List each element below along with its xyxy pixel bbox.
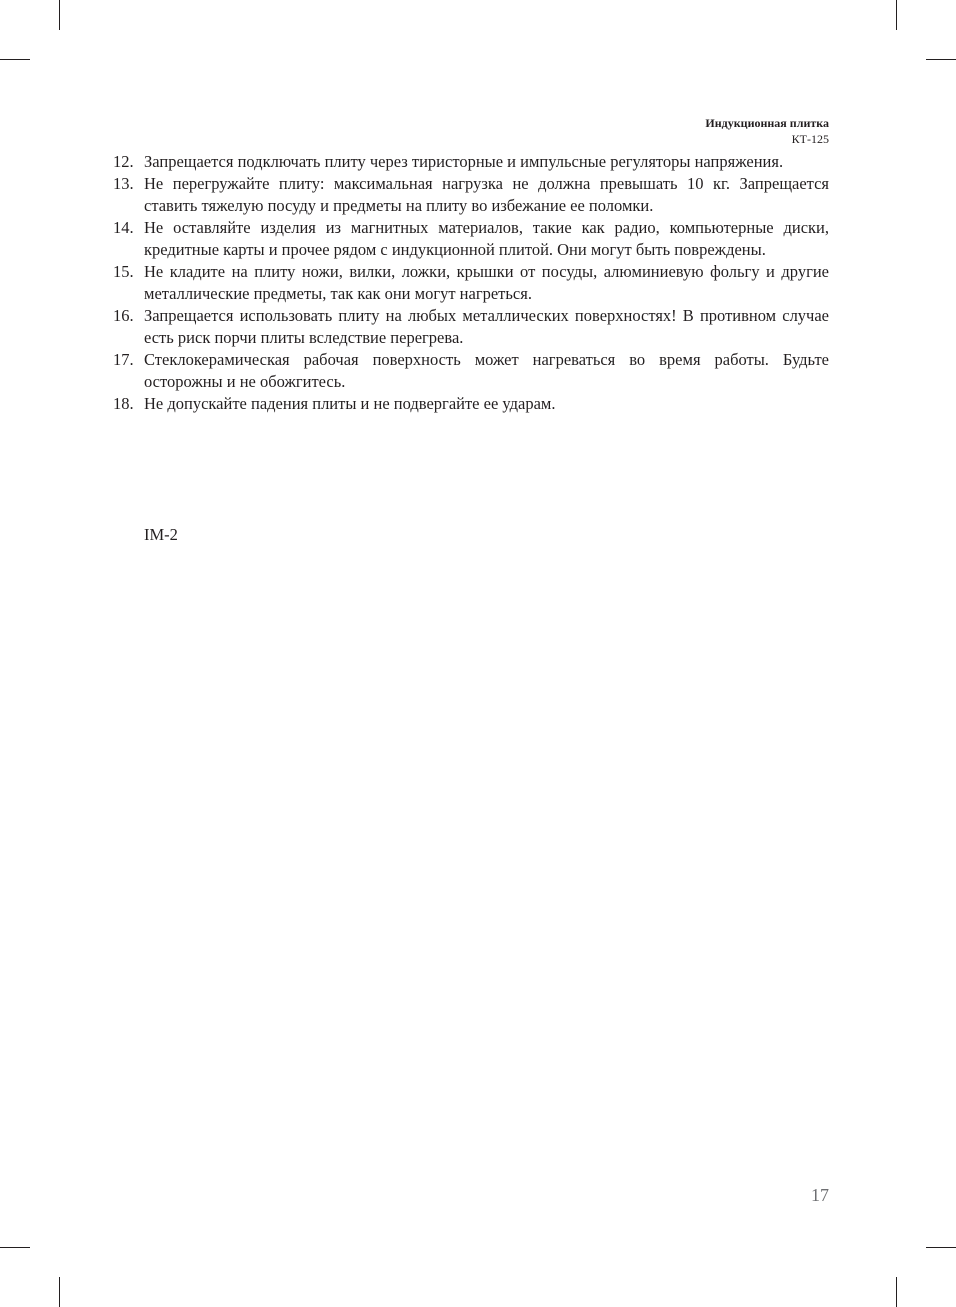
item-text: Не оставляйте изделия из магнитных материалов, такие как радио, компьютерные диски, кредитные карты и прочее рядом с индукционной плитой. Они могут быть повреждены. [144, 218, 829, 259]
header-model: КТ-125 [791, 132, 829, 146]
item-number: 16. [113, 306, 134, 325]
crop-mark-left-top [0, 59, 30, 60]
list-item [113, 217, 829, 261]
instructions-list [113, 151, 829, 415]
item-text: Не перегружайте плиту: максимальная нагрузка не должна превышать 10 кг. Запрещается ставить тяжелую посуду и предметы на плиту во избежание ее поломки. [144, 174, 829, 215]
list-item [113, 349, 829, 393]
item-number: 15. [113, 262, 134, 281]
item-text: Не кладите на плиту ножи, вилки, ложки, крышки от посуды, алюминиевую фольгу и другие металлические предметы, так как они могут нагреться. [144, 262, 829, 303]
item-number: 18. [113, 394, 134, 413]
crop-mark-top-left [59, 0, 60, 30]
crop-mark-right-top [926, 59, 956, 60]
running-header [705, 115, 829, 147]
item-number: 12. [113, 152, 134, 171]
crop-mark-left-bottom [0, 1247, 30, 1248]
list-item [113, 173, 829, 217]
item-number: 13. [113, 174, 134, 193]
crop-mark-top-right [896, 0, 897, 30]
item-text: Не допускайте падения плиты и не подвергайте ее ударам. [144, 394, 556, 413]
list-item [113, 261, 829, 305]
crop-mark-bottom-right [896, 1277, 897, 1307]
header-title: Индукционная плитка [705, 116, 829, 130]
crop-mark-right-bottom [926, 1247, 956, 1248]
list-item [113, 393, 829, 415]
item-number: 17. [113, 350, 134, 369]
item-number: 14. [113, 218, 134, 237]
item-text: Запрещается использовать плиту на любых металлических поверхностях! В противном случае есть риск порчи плиты вследствие перегрева. [144, 306, 829, 347]
item-text: Стеклокерамическая рабочая поверхность может нагреваться во время работы. Будьте осторожны и не обожгитесь. [144, 350, 829, 391]
list-item [113, 151, 829, 173]
list-item [113, 305, 829, 349]
page-number: 17 [811, 1185, 829, 1205]
item-text: Запрещается подключать плиту через тиристорные и импульсные регуляторы напряжения. [144, 152, 784, 171]
crop-mark-bottom-left [59, 1277, 60, 1307]
model-code: IM-2 [144, 525, 178, 544]
